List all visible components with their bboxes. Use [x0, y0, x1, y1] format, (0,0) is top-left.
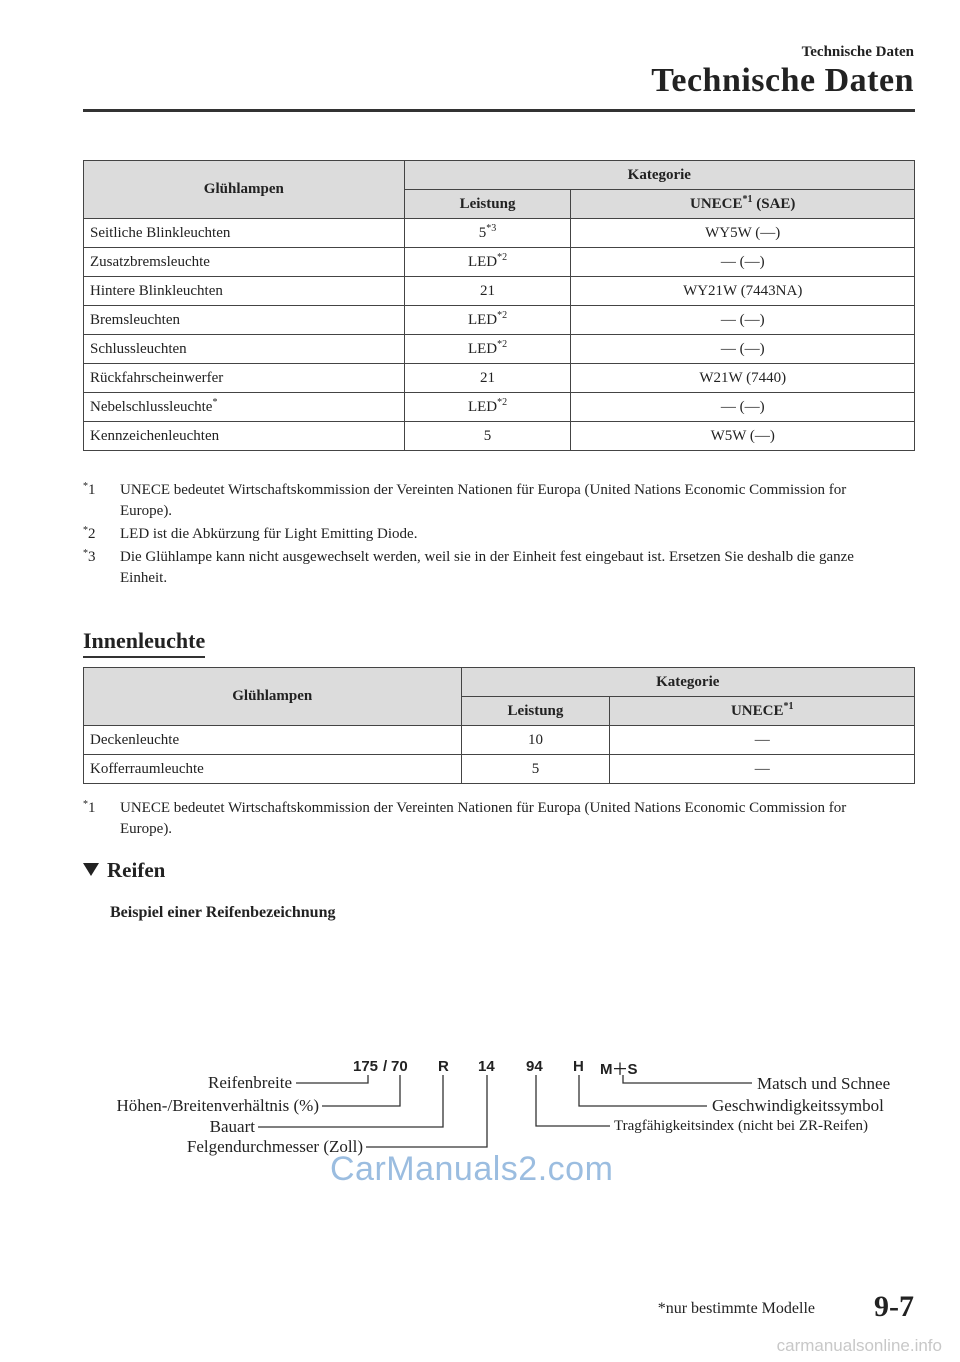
- leader-load: [536, 1075, 610, 1126]
- header-power: Leistung: [404, 190, 571, 219]
- table-row: [84, 422, 915, 451]
- tire-load-code: 94: [526, 1058, 543, 1075]
- tire-speed-code: H: [573, 1058, 584, 1075]
- label-ms: Matsch und Schnee: [757, 1074, 891, 1093]
- header-bulbs: Glühlampen: [84, 161, 405, 219]
- tire-code-diagram: [0, 1050, 960, 1160]
- tire-slash: /: [383, 1058, 388, 1075]
- table-row: [84, 306, 915, 335]
- bulb-name: Seitliche Blinkleuchten: [84, 219, 405, 248]
- bulb-power: LED$^{*2}$: [404, 393, 571, 422]
- bulb-category: ― (―): [571, 248, 915, 277]
- bulb-category: W21W (7440): [571, 364, 915, 393]
- footnote-2: *2 LED ist die Abkürzung für Light Emitting Diode.: [83, 525, 418, 542]
- bulb-power: 5: [404, 422, 571, 451]
- interior-section-title: Innenleuchte: [83, 628, 205, 658]
- table-header-row: [84, 668, 915, 697]
- bulb-name: Kofferraumleuchte: [84, 755, 462, 784]
- tire-width-code: 175: [353, 1058, 379, 1075]
- interior-bulb-table: [83, 667, 915, 784]
- exterior-bulb-table: [83, 160, 915, 451]
- bulb-category: ― (―): [571, 393, 915, 422]
- bulb-power: 10: [461, 726, 610, 755]
- leader-speed: [579, 1075, 707, 1106]
- leader-ms: [623, 1075, 752, 1083]
- bulb-category: W5W (―): [571, 422, 915, 451]
- footnote-3: *3 Die Glühlampe kann nicht ausgewechselt werden, weil sie in der Einheit fest eingebaut ist. Ersetzen Sie deshalb die ganze Einheit.: [83, 548, 854, 586]
- label-ratio: Höhen-/Breitenverhältnis (%): [116, 1096, 319, 1115]
- bulb-power: 21: [404, 364, 571, 393]
- label-type: Bauart: [209, 1117, 255, 1136]
- table-row: [84, 248, 915, 277]
- bulb-power: LED$^{*2}$: [404, 306, 571, 335]
- table-row: [84, 364, 915, 393]
- bulb-power: 21: [404, 277, 571, 306]
- bulb-category: WY21W (7443NA): [571, 277, 915, 306]
- table-row: [84, 277, 915, 306]
- site-watermark: carmanualsonline.info: [776, 1336, 942, 1355]
- table-row: [84, 755, 915, 784]
- page-number: 9-7: [874, 1290, 914, 1323]
- bulb-category: WY5W (―): [571, 219, 915, 248]
- tire-type-code: R: [438, 1058, 449, 1075]
- bulb-power: 5$^{*3}$: [404, 219, 571, 248]
- page-title: Technische Daten: [651, 62, 914, 99]
- table-row: [84, 393, 915, 422]
- leader-width: [296, 1075, 368, 1083]
- label-diameter: Felgendurchmesser (Zoll): [186, 1137, 363, 1156]
- bulb-name: Nebelschlussleuchte*: [84, 393, 405, 422]
- tire-diameter-code: 14: [478, 1058, 495, 1075]
- table-row: [84, 726, 915, 755]
- header-rule: [83, 109, 915, 112]
- bulb-category: ―: [610, 755, 915, 784]
- label-load: Tragfähigkeitsindex (nicht bei ZR-Reifen): [614, 1118, 868, 1134]
- bulb-power: LED$^{*2}$: [404, 335, 571, 364]
- bulb-category: ―: [610, 726, 915, 755]
- header-power: Leistung: [461, 697, 610, 726]
- table-row: [84, 219, 915, 248]
- bulb-name: Bremsleuchten: [84, 306, 405, 335]
- footnote-1: *1 UNECE bedeutet Wirtschaftskommission der Vereinten Nationen für Europa (United Nations Economic Commission for Europe).: [83, 481, 847, 519]
- leader-ratio: [322, 1075, 400, 1106]
- table-header-row: [84, 161, 915, 190]
- bulb-name: Rückfahrscheinwerfer: [84, 364, 405, 393]
- tires-section-title: Reifen: [83, 858, 165, 883]
- bulb-category: ― (―): [571, 306, 915, 335]
- bulb-name: Schlussleuchten: [84, 335, 405, 364]
- header-bulbs: Glühlampen: [84, 668, 462, 726]
- bulb-name: Hintere Blinkleuchten: [84, 277, 405, 306]
- header-unece: UNECE$^{*1}$ (SAE): [571, 190, 915, 219]
- bulb-name: Deckenleuchte: [84, 726, 462, 755]
- footer-note: *nur bestimmte Modelle: [657, 1300, 815, 1317]
- triangle-bullet-icon: [83, 863, 99, 876]
- header-category: Kategorie: [461, 668, 914, 697]
- bulb-category: ― (―): [571, 335, 915, 364]
- tire-ratio-code: 70: [391, 1058, 408, 1075]
- table-row: [84, 335, 915, 364]
- label-width: Reifenbreite: [207, 1073, 292, 1092]
- running-head: Technische Daten: [801, 44, 914, 60]
- header-category: Kategorie: [404, 161, 914, 190]
- bulb-name: Zusatzbremsleuchte: [84, 248, 405, 277]
- watermark-logo: CarManuals2.com: [330, 1150, 614, 1188]
- tire-ms-code: M＋S: [600, 1061, 638, 1078]
- tire-example-title: Beispiel einer Reifenbezeichnung: [110, 904, 336, 921]
- header-unece: UNECE$^{*1}$: [610, 697, 915, 726]
- label-speed: Geschwindigkeitssymbol: [712, 1096, 884, 1115]
- leader-diameter: [366, 1075, 487, 1147]
- bulb-name: Kennzeichenleuchten: [84, 422, 405, 451]
- bulb-power: 5: [461, 755, 610, 784]
- bulb-power: LED$^{*2}$: [404, 248, 571, 277]
- interior-footnote: *1 UNECE bedeutet Wirtschaftskommission der Vereinten Nationen für Europa (United Nations Economic Commission for Europe).: [83, 799, 847, 837]
